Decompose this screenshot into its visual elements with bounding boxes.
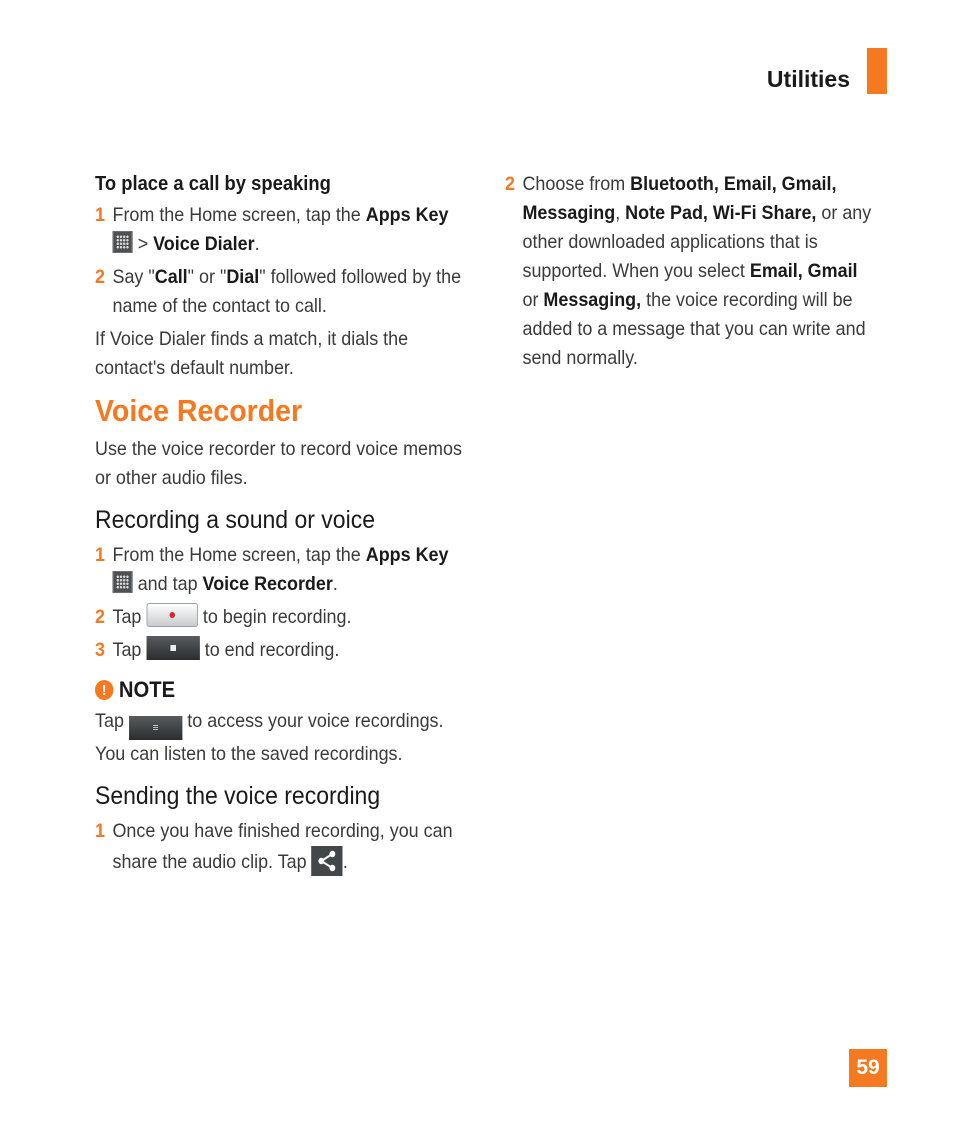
voice-dialer-label: Voice Dialer — [153, 233, 255, 255]
recording-heading: Recording a sound or voice — [95, 506, 376, 534]
step-number: 2 — [505, 173, 515, 195]
apps-grid-icon — [112, 231, 132, 253]
step-number: 1 — [95, 544, 105, 566]
step-number: 1 — [95, 204, 105, 226]
rec-step-1: 1 From the Home screen, tap the Apps Key and tap Voice Recorder. — [95, 541, 478, 599]
list-button-icon: ≡ — [129, 716, 182, 740]
share-icon — [312, 846, 343, 876]
note-alert-icon: ! — [95, 680, 113, 700]
voice-recorder-title: Voice Recorder — [95, 393, 303, 428]
rec-step-3: 3 Tap to end recording. — [95, 636, 478, 665]
step-number: 2 — [95, 606, 105, 628]
send-step-1: 1 Once you have finished recording, you can share the audio clip. Tap . — [95, 817, 478, 877]
call-paragraph: If Voice Dialer finds a match, it dials the contact's default number. — [95, 328, 409, 379]
note-heading: ! NOTE — [95, 677, 449, 703]
record-button-icon — [146, 603, 198, 627]
apps-key-label: Apps Key — [365, 204, 449, 226]
share-step-2: 2 Choose from Bluetooth, Email, Gmail, Messaging, Note Pad, Wi-Fi Share, or any other downloaded applications that is supported. When you select Email, Gmail or Messaging, the voice recording will be added to a message that you can write and send normally. — [505, 170, 878, 373]
step-number: 3 — [95, 639, 105, 661]
call-step-1: 1 From the Home screen, tap the Apps Key > Voice Dialer. — [95, 201, 478, 259]
step-number: 1 — [95, 820, 105, 842]
section-header-title: Utilities — [766, 66, 850, 92]
stop-button-icon — [146, 636, 199, 660]
left-column — [95, 170, 480, 877]
rec-step-2: 2 Tap to begin recording. — [95, 603, 478, 632]
step-number: 2 — [95, 266, 105, 288]
apps-grid-icon — [112, 571, 132, 593]
call-step-2: 2 Say "Call" or "Dial" followed followed by the name of the contact to call. — [95, 263, 478, 321]
page-number-badge: 59 — [849, 1049, 887, 1087]
sending-heading: Sending the voice recording — [95, 782, 381, 810]
voice-recorder-intro: Use the voice recorder to record voice memos or other audio files. — [95, 438, 462, 489]
header-accent-bar — [867, 48, 887, 94]
note-text: Tap ≡ to access your voice recordings. You can listen to the saved recordings. — [95, 710, 444, 765]
right-column — [505, 170, 880, 373]
call-heading: To place a call by speaking — [95, 173, 331, 195]
